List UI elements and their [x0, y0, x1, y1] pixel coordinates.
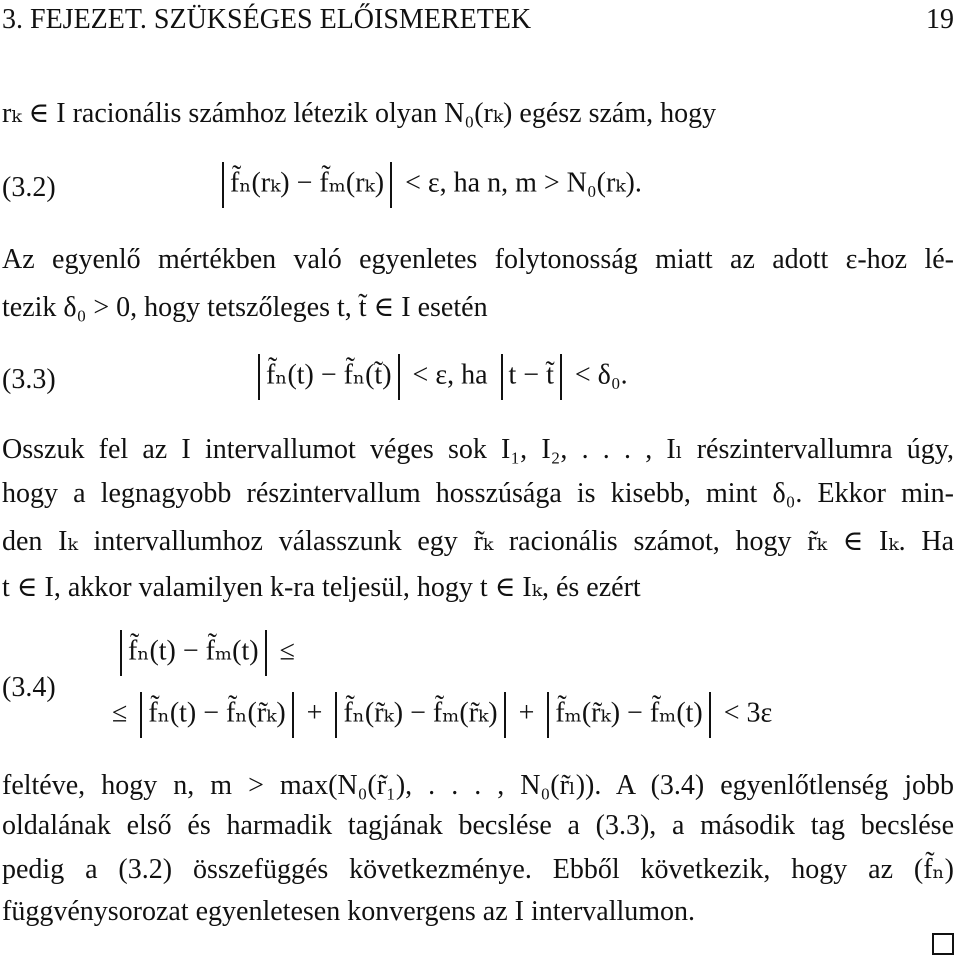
page-header [2, 4, 954, 36]
qed-square-icon [932, 933, 954, 955]
text-line-justified: hogy a legnagyobb részintervallum hosszúsága is kisebb, mint δ₀. Ekkor min- [2, 478, 954, 509]
abs-bar [292, 692, 294, 738]
text-line [2, 244, 954, 276]
equation-3-2 [216, 162, 642, 208]
math-expr: f̃ₙ(t) − f̃ₘ(t) [128, 635, 259, 667]
math-expr: f̃ₙ(t) − f̃ₙ(r̃ₖ) [148, 697, 286, 729]
chapter-title: 3. FEJEZET. SZÜKSÉGES ELŐISMERETEK [2, 4, 532, 35]
math-plus: + [306, 697, 323, 729]
text-line-justified: oldalának első és harmadik tagjának becslése a (3.3), a második tag becslése [2, 810, 954, 841]
abs-bar [140, 692, 142, 738]
text-line [2, 768, 954, 802]
abs-bar [335, 692, 337, 738]
math-tail: < δ₀. [574, 359, 628, 391]
math-condition: < ε, ha n, m > N₀(rₖ). [405, 167, 642, 199]
text-line [2, 432, 954, 466]
text-line: függvénysorozat egyenletesen konvergens az I intervallumon. [2, 896, 696, 927]
abs-bar [504, 692, 506, 738]
text-line-justified: pedig a (3.2) összefüggés következménye. Ebből következik, hogy az (f̃ₙ) [2, 854, 954, 885]
math-plus: + [518, 697, 535, 729]
text-line-justified: Osszuk fel az I intervallumot véges sok I₁, I₂, . . . , Iₗ részintervallumra úgy, [2, 434, 954, 465]
page-number: 19 [926, 4, 954, 35]
text-line [2, 524, 954, 558]
text-line-justified: Az egyenlő mértékben való egyenletes folytonosság miatt az adott ε-hoz lé- [2, 244, 954, 275]
abs-bar [398, 354, 400, 400]
abs-bar [560, 354, 562, 400]
text-line: tezik δ₀ > 0, hogy tetszőleges t, t̃ ∈ I esetén [2, 292, 488, 323]
equation-3-3 [252, 354, 628, 400]
equation-3-4-row1 [114, 630, 295, 676]
abs-bar [265, 630, 267, 676]
text-line: t ∈ I, akkor valamilyen k-ra teljesül, hogy t ∈ Iₖ, és ezért [2, 572, 641, 603]
text-line-justified: den Iₖ intervallumhoz válasszunk egy r̃ₖ racionális számot, hogy r̃ₖ ∈ Iₖ. Ha [2, 526, 954, 557]
equation-3-4-row2 [112, 692, 772, 738]
math-tail: < 3ε [723, 697, 773, 729]
abs-bar [120, 630, 122, 676]
math-expr: f̃ₙ(t) − f̃ₙ(t̃) [266, 359, 392, 391]
text-line: rₖ ∈ I racionális számhoz létezik olyan N₀(rₖ) egész szám, hogy [2, 98, 717, 129]
math-expr: t − t̃ [508, 359, 554, 391]
math-expr: f̃ₙ(rₖ) − f̃ₘ(rₖ) [230, 167, 385, 199]
text-line [2, 478, 954, 510]
text-line [2, 852, 954, 886]
abs-bar [709, 692, 711, 738]
math-relation: ≤ [112, 697, 128, 729]
math-expr: f̃ₙ(r̃ₖ) − f̃ₘ(r̃ₖ) [343, 697, 498, 729]
abs-bar [222, 162, 224, 208]
abs-bar [501, 354, 503, 400]
math-expr: f̃ₘ(r̃ₖ) − f̃ₘ(t) [555, 697, 703, 729]
text-line [2, 810, 954, 842]
equation-label-3-4: (3.4) [2, 672, 56, 703]
equation-label-3-3: (3.3) [2, 364, 56, 395]
equation-label-3-2: (3.2) [2, 172, 56, 203]
abs-bar [547, 692, 549, 738]
text-line-justified: feltéve, hogy n, m > max(N₀(r̃₁), . . . , N₀(r̃ₗ)). A (3.4) egyenlőtlenség jobb [2, 770, 954, 801]
abs-bar [390, 162, 392, 208]
math-condition: < ε, ha [412, 359, 488, 391]
abs-bar [258, 354, 260, 400]
math-relation: ≤ [279, 635, 295, 667]
